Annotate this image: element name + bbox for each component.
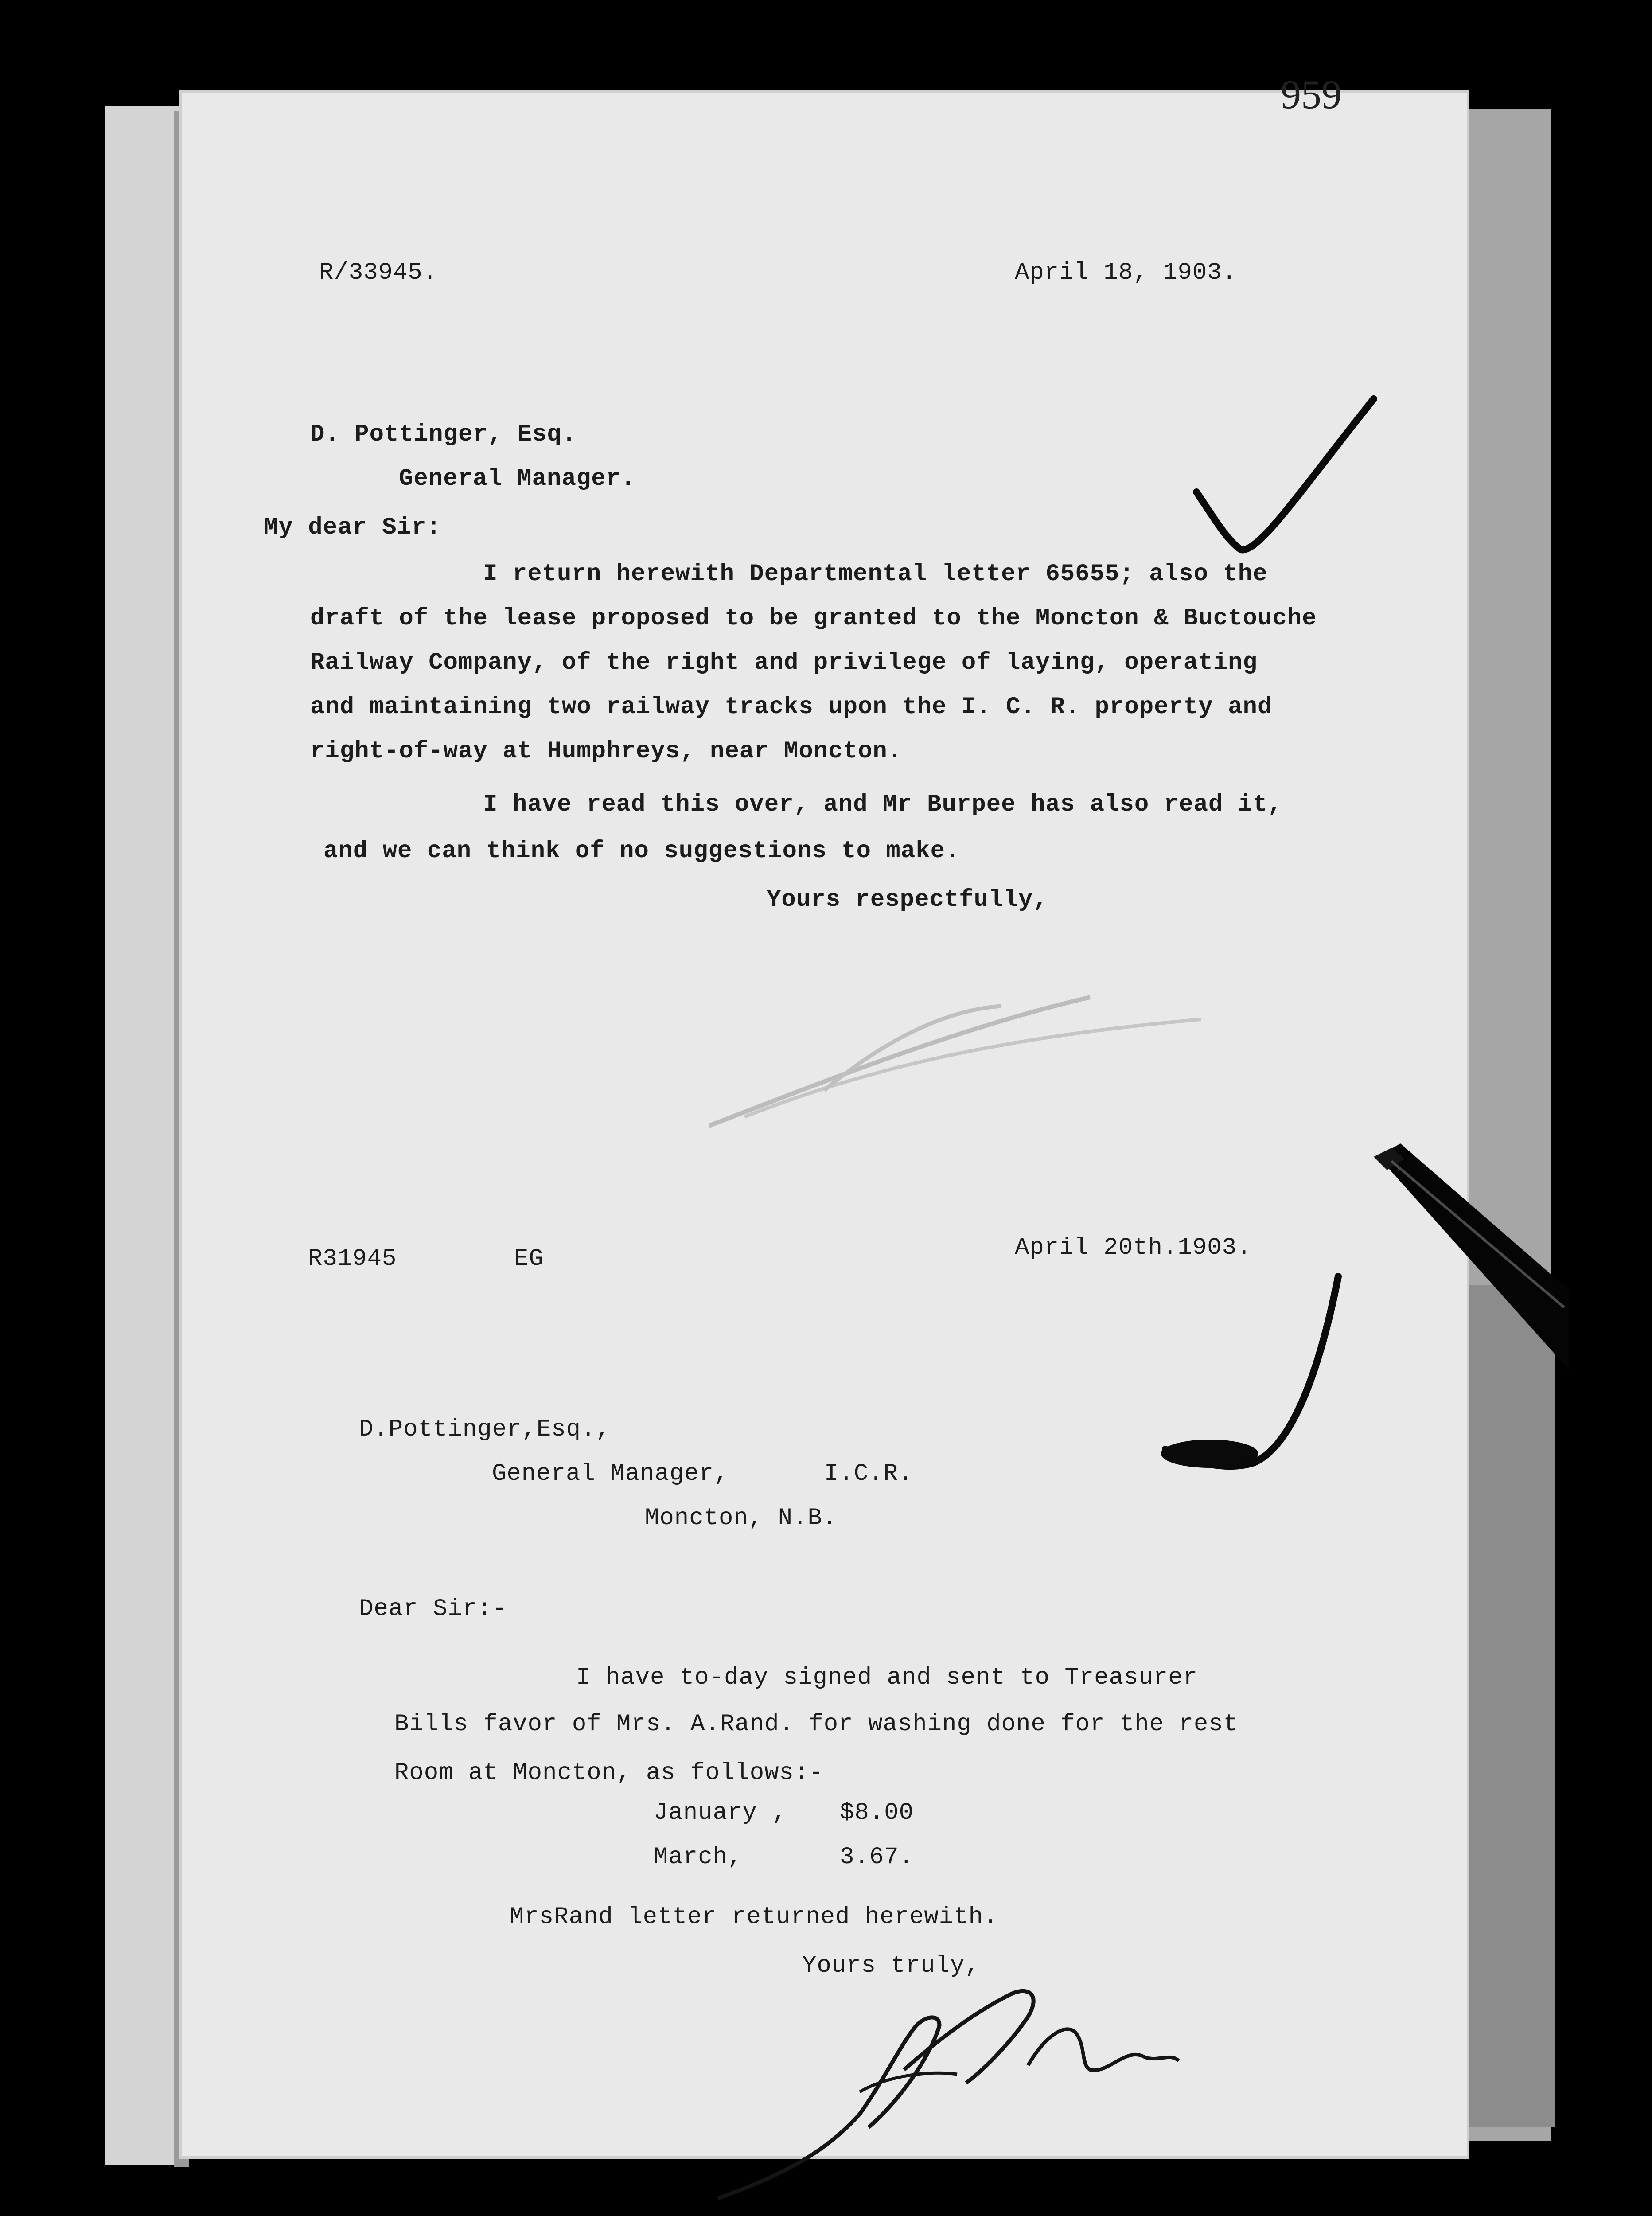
letter1-body-line: I return herewith Departmental letter 65655; also the [483, 561, 1268, 588]
letter2-body-line: Bills favor of Mrs. A.Rand. for washing done for the rest [394, 1711, 1239, 1738]
check-mark-icon [1188, 390, 1387, 567]
letter1-ref: R/33945. [319, 259, 438, 286]
letter2-addressee-title: General Manager, [492, 1460, 729, 1487]
letter2-body-line: Room at Moncton, as follows:- [394, 1760, 824, 1787]
handwritten-signature [691, 1968, 1245, 2216]
letter1-body-line: right-of-way at Humphreys, near Moncton. [310, 738, 903, 765]
letter1-body-line: and maintaining two railway tracks upon the I. C. R. property and [310, 694, 1273, 721]
letter2-enclosure: MrsRand letter returned herewith. [510, 1904, 998, 1931]
pen-icon [1374, 1139, 1569, 1369]
letter2-item-month: March, [654, 1844, 743, 1871]
letter2-addressee-org: I.C.R. [824, 1460, 913, 1487]
page-number: 959 [1281, 72, 1342, 117]
letter1-addressee-title: General Manager. [399, 465, 636, 492]
letter2-item-month: January , [654, 1799, 787, 1826]
letter2-ref: R31945 [308, 1245, 397, 1272]
letter1-body-line: I have read this over, and Mr Burpee has also read it, [483, 791, 1282, 818]
letter2-addressee-place: Moncton, N.B. [645, 1505, 838, 1532]
letter1-closing: Yours respectfully, [767, 886, 1048, 913]
letter2-initials: EG [514, 1245, 544, 1272]
letter1-addressee: D. Pottinger, Esq. [310, 421, 577, 448]
letter2-body-line: I have to-day signed and sent to Treasurer [576, 1664, 1198, 1691]
letter1-body-line: and we can think of no suggestions to make. [323, 838, 960, 865]
check-mark-icon [1152, 1263, 1383, 1511]
letter1-date: April 18, 1903. [1015, 259, 1237, 286]
faint-signature [691, 957, 1245, 1157]
letter2-addressee: D.Pottinger,Esq., [359, 1416, 611, 1443]
letter2-closing: Yours truly, [802, 1952, 980, 1979]
letter2-item-amount: 3.67. [840, 1844, 914, 1871]
letter1-body-line: draft of the lease proposed to be granted to the Moncton & Buctouche [310, 605, 1317, 632]
letter1-body-line: Railway Company, of the right and privilege of laying, operating [310, 649, 1258, 676]
letter2-date: April 20th.1903. [1015, 1234, 1252, 1261]
letter1-salutation: My dear Sir: [264, 514, 441, 541]
letter2-salutation: Dear Sir:- [359, 1596, 507, 1623]
letter2-item-amount: $8.00 [840, 1799, 914, 1826]
